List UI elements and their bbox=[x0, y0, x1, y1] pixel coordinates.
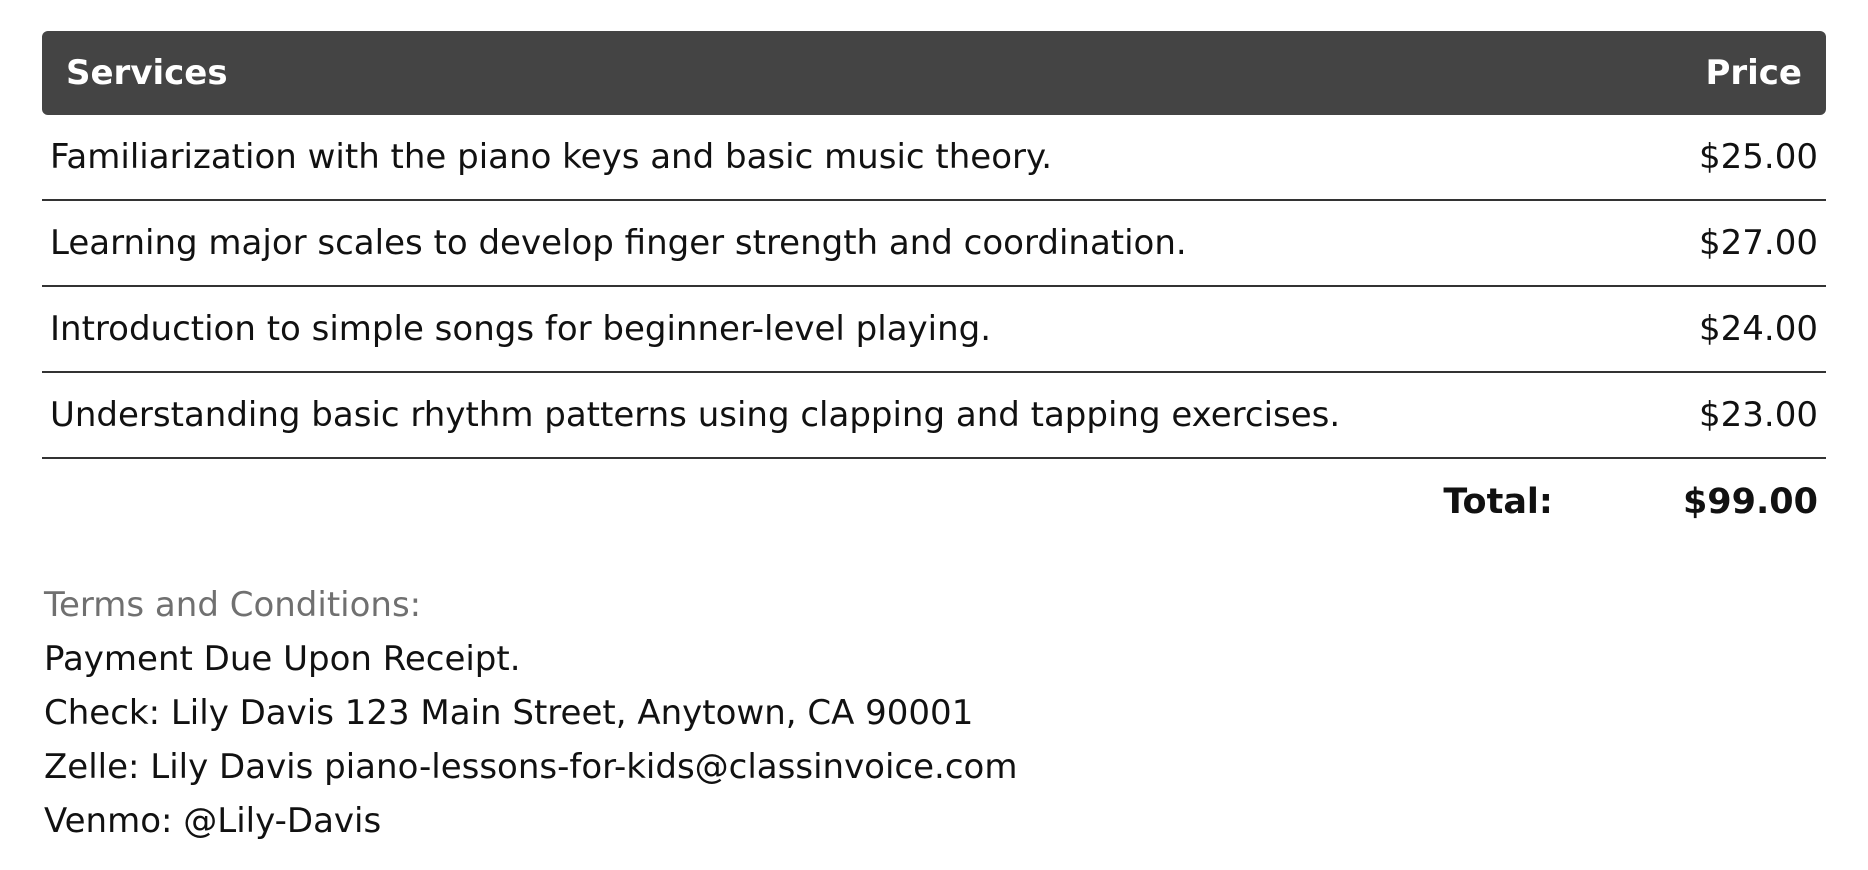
table-header bbox=[42, 31, 1826, 115]
service-price: $23.00 bbox=[1699, 395, 1818, 435]
service-description: Learning major scales to develop finger strength and coordination. bbox=[50, 223, 1187, 263]
table-row bbox=[42, 287, 1826, 373]
terms-title: Terms and Conditions: bbox=[44, 585, 422, 625]
terms-venmo-info: Venmo: @Lily-Davis bbox=[44, 801, 382, 841]
terms-check-info: Check: Lily Davis 123 Main Street, Anytown, CA 90001 bbox=[44, 693, 974, 733]
service-description: Familiarization with the piano keys and basic music theory. bbox=[50, 137, 1053, 177]
service-rows bbox=[42, 115, 1826, 459]
invoice-table bbox=[42, 31, 1826, 545]
price-column-header: Price bbox=[1705, 53, 1802, 93]
total-label: Total: bbox=[1443, 482, 1553, 522]
table-row bbox=[42, 115, 1826, 201]
service-price: $25.00 bbox=[1699, 137, 1818, 177]
services-column-header: Services bbox=[66, 53, 228, 93]
table-row bbox=[42, 373, 1826, 459]
table-row bbox=[42, 201, 1826, 287]
service-description: Introduction to simple songs for beginner-level playing. bbox=[50, 309, 992, 349]
service-price: $24.00 bbox=[1699, 309, 1818, 349]
service-description: Understanding basic rhythm patterns using clapping and tapping exercises. bbox=[50, 395, 1341, 435]
terms-section bbox=[44, 578, 1017, 848]
total-value: $99.00 bbox=[1682, 482, 1818, 522]
terms-payment-due: Payment Due Upon Receipt. bbox=[44, 639, 521, 679]
total-row bbox=[42, 459, 1826, 545]
terms-zelle-info: Zelle: Lily Davis piano-lessons-for-kids@classinvoice.com bbox=[44, 747, 1018, 787]
service-price: $27.00 bbox=[1699, 223, 1818, 263]
